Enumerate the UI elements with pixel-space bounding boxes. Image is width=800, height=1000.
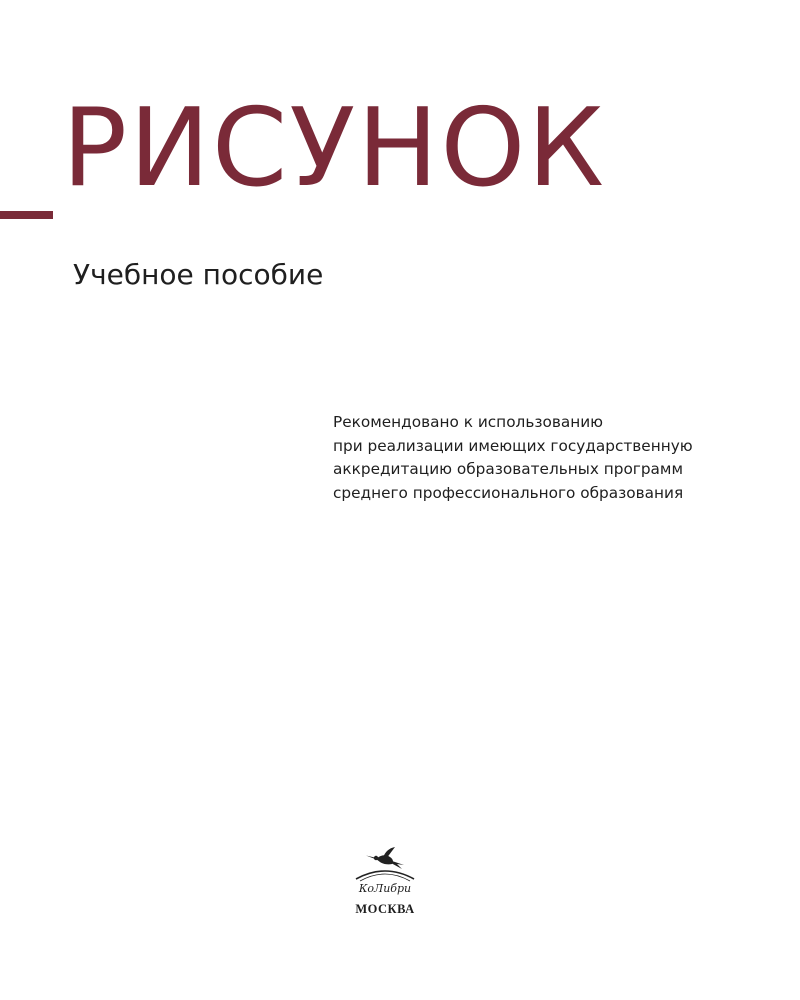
hummingbird-logo-icon: [350, 845, 420, 885]
publisher-city: МОСКВА: [355, 902, 415, 916]
title-underscore-bar: [0, 211, 53, 219]
recommendation-line-1: Рекомендовано к использованию: [333, 413, 604, 431]
book-subtitle: Учебное пособие: [73, 258, 324, 291]
recommendation-note: [333, 411, 773, 505]
recommendation-line-4: среднего профессионального образования: [333, 483, 684, 502]
publisher-name: КоЛибри: [358, 882, 412, 895]
recommendation-line-3: аккредитацию образовательных программ: [333, 460, 684, 478]
recommendation-line-2: при реализации имеющих государственную: [333, 436, 693, 455]
book-title: РИСУНОК: [62, 86, 607, 211]
publisher-block: [340, 845, 430, 917]
